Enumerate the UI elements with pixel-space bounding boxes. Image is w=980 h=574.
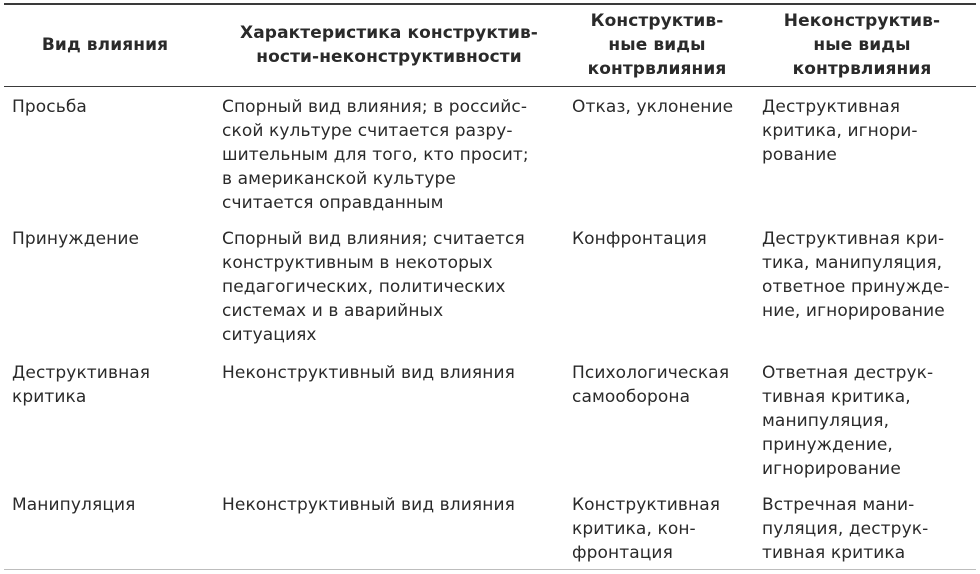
header-nonconstructive-counter: Неконструктив- ные виды контрвлияния (783, 11, 941, 79)
row-2-characteristic: Спорный вид влияния; считается конструктивным в некоторых педагогических, политических системах и в аварийных ситуациях (222, 229, 525, 345)
row-4-constructive: Конструктивная критика, кон- фронтация (572, 495, 721, 563)
row-4-type: Манипуляция (12, 495, 136, 515)
row-1-characteristic: Спорный вид влияния; в российс- ской культуре считается разру- шительным для того, кто просит; в американской культуре считается оправданным (222, 97, 529, 213)
header-characteristic: Характеристика конструктив- ности-неконструктивности (240, 23, 538, 67)
row-3-characteristic: Неконструктивный вид влияния (222, 363, 515, 383)
header-rule (4, 86, 976, 87)
row-1-constructive: Отказ, уклонение (572, 97, 734, 117)
row-2-nonconstructive: Деструктивная кри- тика, манипуляция, ответное принужде- ние, игнорирование (762, 229, 950, 321)
row-2-constructive: Конфронтация (572, 229, 707, 249)
row-3-nonconstructive: Ответная деструк- тивная критика, манипуляция, принуждение, игнорирование (762, 363, 934, 479)
row-4-nonconstructive: Встречная мани- пуляция, деструк- тивная критика (762, 495, 929, 563)
row-3-type: Деструктивная критика (12, 363, 151, 407)
row-4-characteristic: Неконструктивный вид влияния (222, 495, 515, 515)
header-constructive-counter: Конструктив- ные виды контрвлияния (587, 11, 727, 79)
header-influence-type: Вид влияния (41, 35, 169, 55)
row-2-type: Принуждение (12, 229, 140, 249)
row-1-type: Просьба (12, 97, 87, 117)
table-top-rule (4, 3, 976, 5)
row-3-constructive: Психологическая самооборона (572, 363, 730, 407)
row-1-nonconstructive: Деструктивная критика, игнори- рование (762, 97, 918, 165)
table-bottom-rule (4, 569, 976, 570)
